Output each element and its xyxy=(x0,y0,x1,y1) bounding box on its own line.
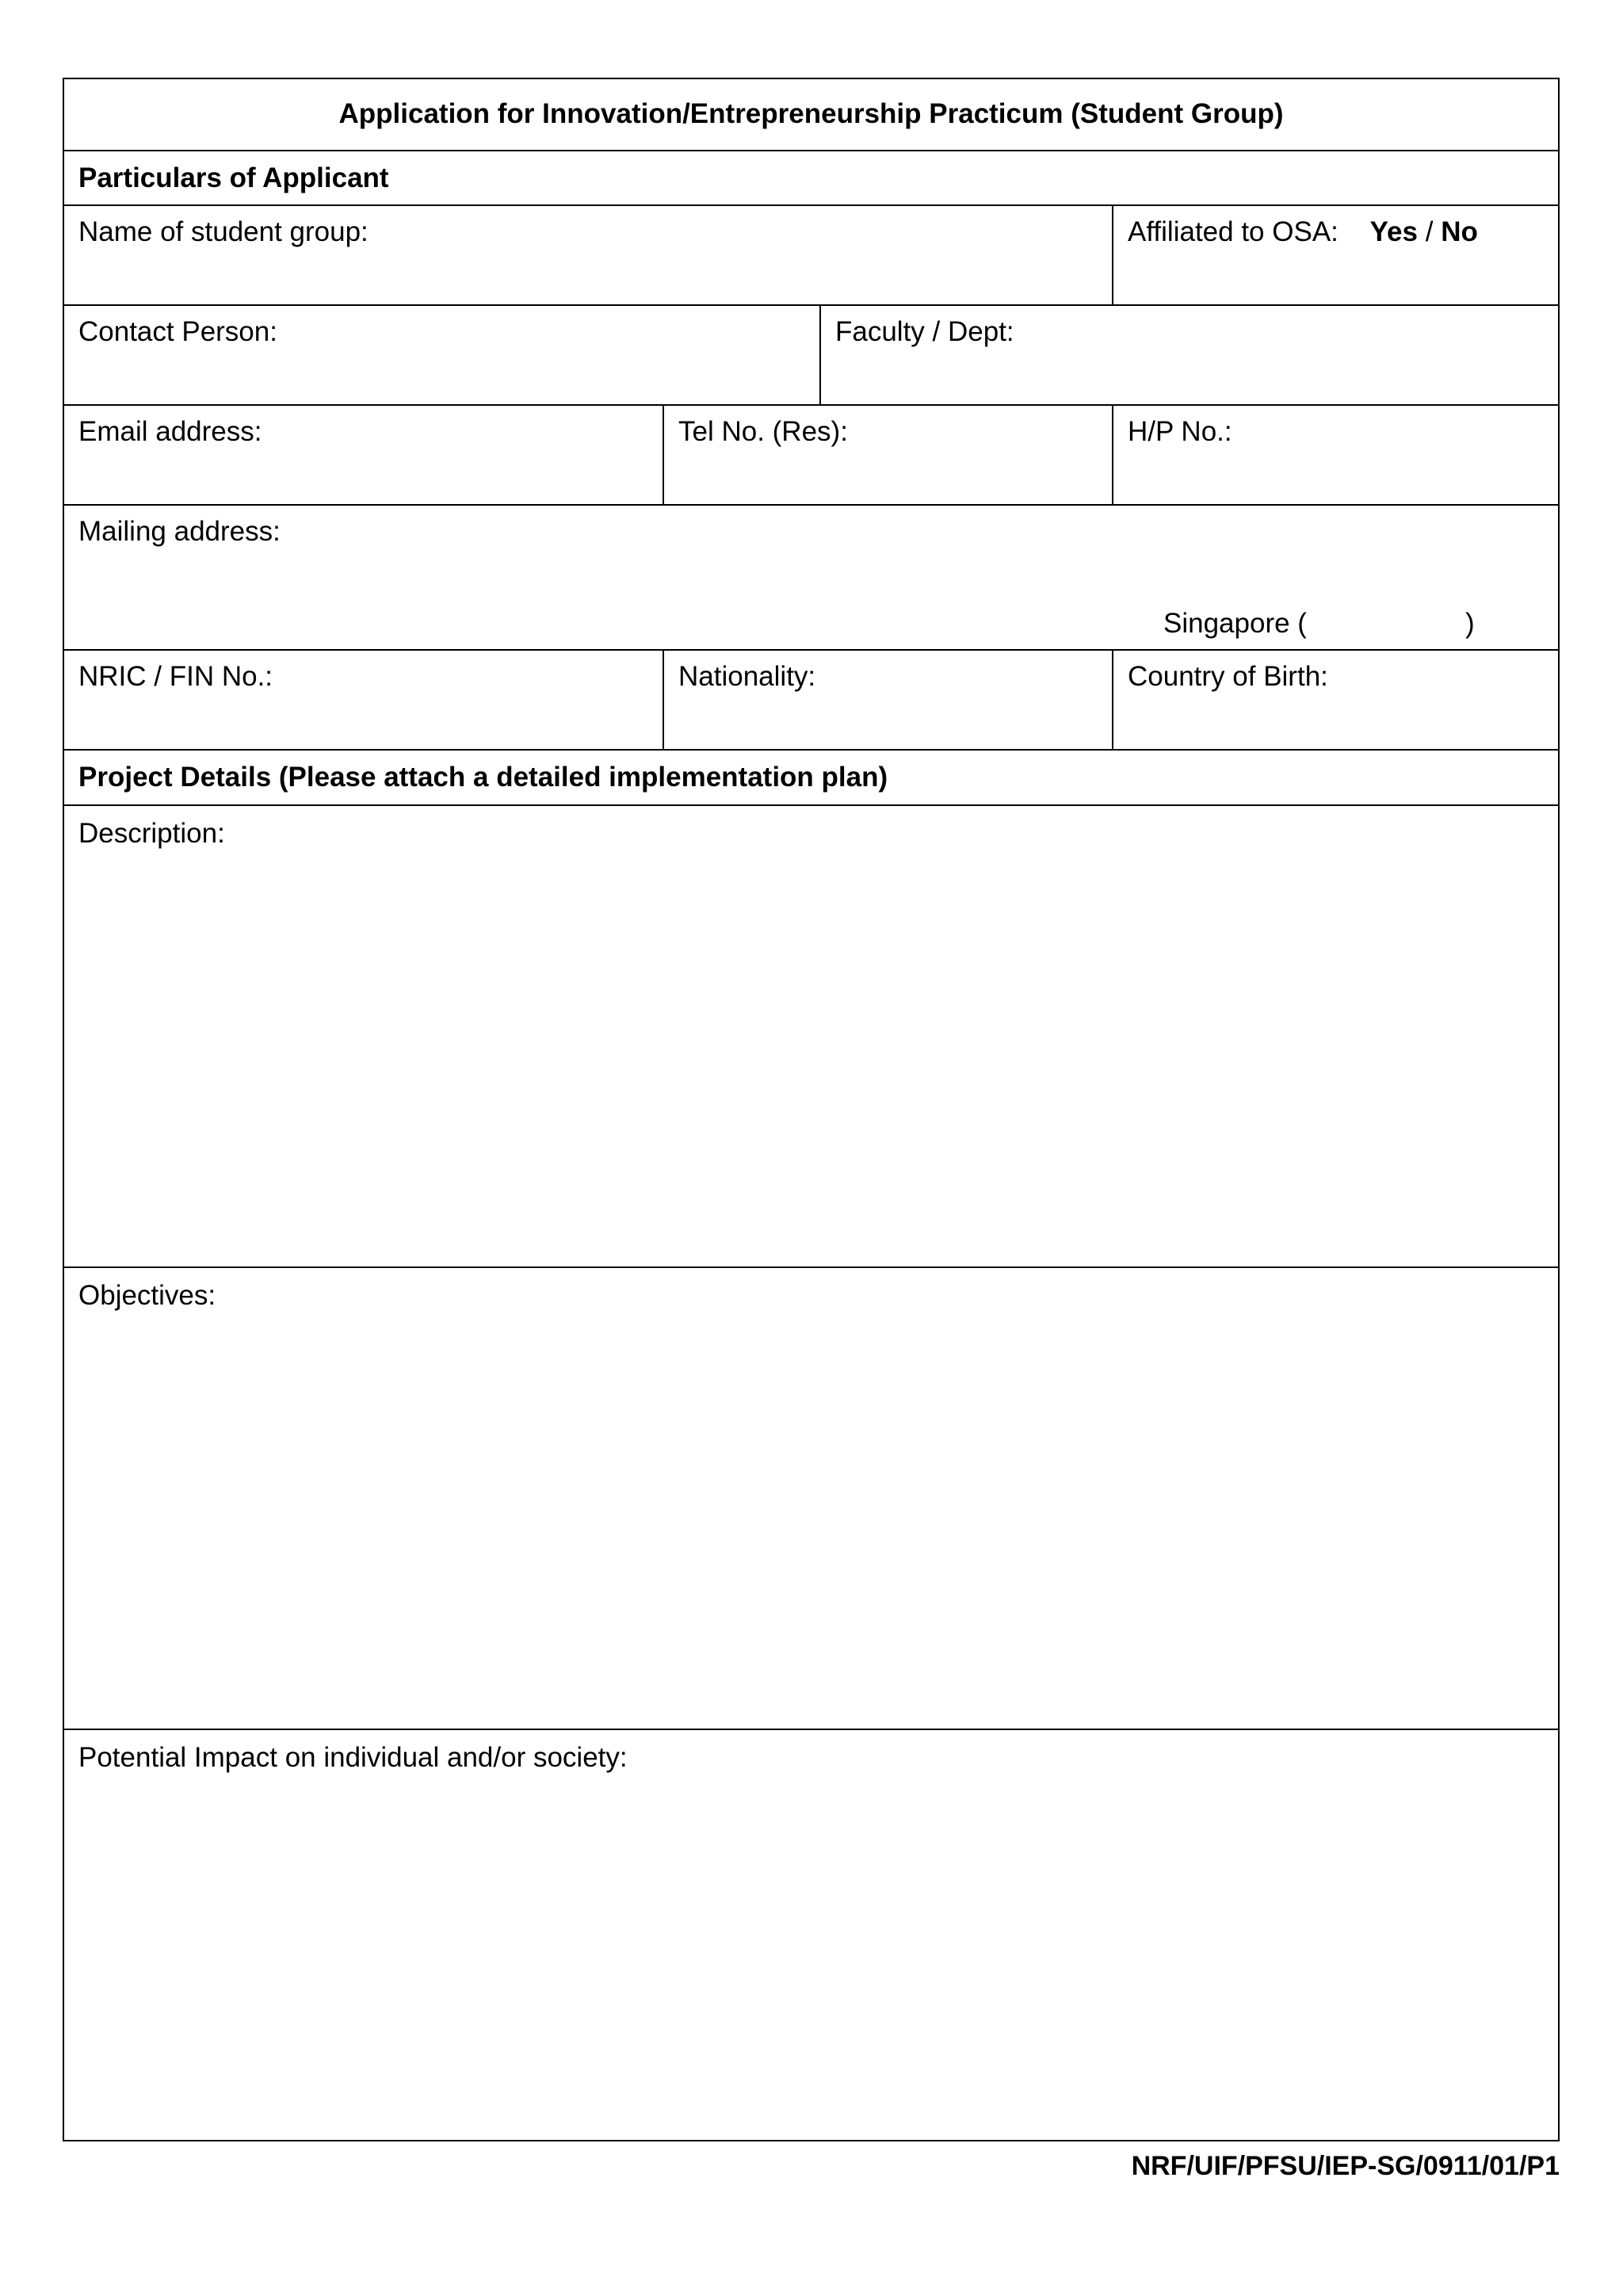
country-of-birth-field[interactable] xyxy=(1113,651,1561,749)
form-title-row xyxy=(64,79,1558,151)
particulars-heading-row xyxy=(64,151,1558,206)
impact-row xyxy=(64,1730,1558,2140)
contact-numbers-row xyxy=(64,406,1558,506)
particulars-heading: Particulars of Applicant xyxy=(78,162,389,193)
no-option[interactable]: No xyxy=(1441,216,1478,247)
tel-res-label: Tel No. (Res): xyxy=(678,416,848,447)
nationality-label: Nationality: xyxy=(678,661,816,692)
yes-option[interactable]: Yes xyxy=(1369,216,1418,247)
email-field[interactable] xyxy=(64,406,664,504)
project-heading-row xyxy=(64,751,1558,806)
contact-person-label: Contact Person: xyxy=(78,316,277,347)
nric-fin-label: NRIC / FIN No.: xyxy=(78,661,273,692)
country-of-birth-label: Country of Birth: xyxy=(1128,661,1328,692)
mailing-address-label: Mailing address: xyxy=(78,516,281,547)
singapore-suffix: ) xyxy=(1465,608,1475,639)
student-group-row xyxy=(64,206,1558,306)
description-row xyxy=(64,806,1558,1268)
affiliated-osa-label: Affiliated to OSA: xyxy=(1128,216,1338,247)
tel-res-field[interactable] xyxy=(664,406,1113,504)
project-heading: Project Details (Please attach a detailed implementation plan) xyxy=(78,762,888,793)
impact-label: Potential Impact on individual and/or society: xyxy=(78,1742,628,1773)
postal-code-field[interactable] xyxy=(1163,607,1475,640)
contact-person-field[interactable] xyxy=(64,306,821,404)
form-reference-code: NRF/UIF/PFSU/IEP-SG/0911/01/P1 xyxy=(1131,2151,1560,2181)
identity-row xyxy=(64,651,1558,751)
faculty-dept-field[interactable] xyxy=(821,306,1561,404)
objectives-label: Objectives: xyxy=(78,1280,216,1311)
form-title: Application for Innovation/Entrepreneurship Practicum (Student Group) xyxy=(338,98,1284,129)
affiliated-osa-field[interactable] xyxy=(1113,206,1561,304)
singapore-prefix: Singapore ( xyxy=(1163,608,1307,639)
yes-no-separator: / xyxy=(1425,216,1434,247)
student-group-field[interactable] xyxy=(64,206,1113,304)
objectives-row xyxy=(64,1268,1558,1730)
faculty-dept-label: Faculty / Dept: xyxy=(835,316,1014,347)
contact-row xyxy=(64,306,1558,406)
hp-no-label: H/P No.: xyxy=(1128,416,1232,447)
impact-field[interactable] xyxy=(64,1730,1558,2140)
nationality-field[interactable] xyxy=(664,651,1113,749)
student-group-label: Name of student group: xyxy=(78,216,369,247)
description-field[interactable] xyxy=(64,806,1558,1266)
objectives-field[interactable] xyxy=(64,1268,1558,1729)
email-label: Email address: xyxy=(78,416,262,447)
hp-no-field[interactable] xyxy=(1113,406,1561,504)
mailing-address-row xyxy=(64,506,1558,651)
application-form xyxy=(63,78,1560,2141)
nric-fin-field[interactable] xyxy=(64,651,664,749)
description-label: Description: xyxy=(78,818,225,849)
